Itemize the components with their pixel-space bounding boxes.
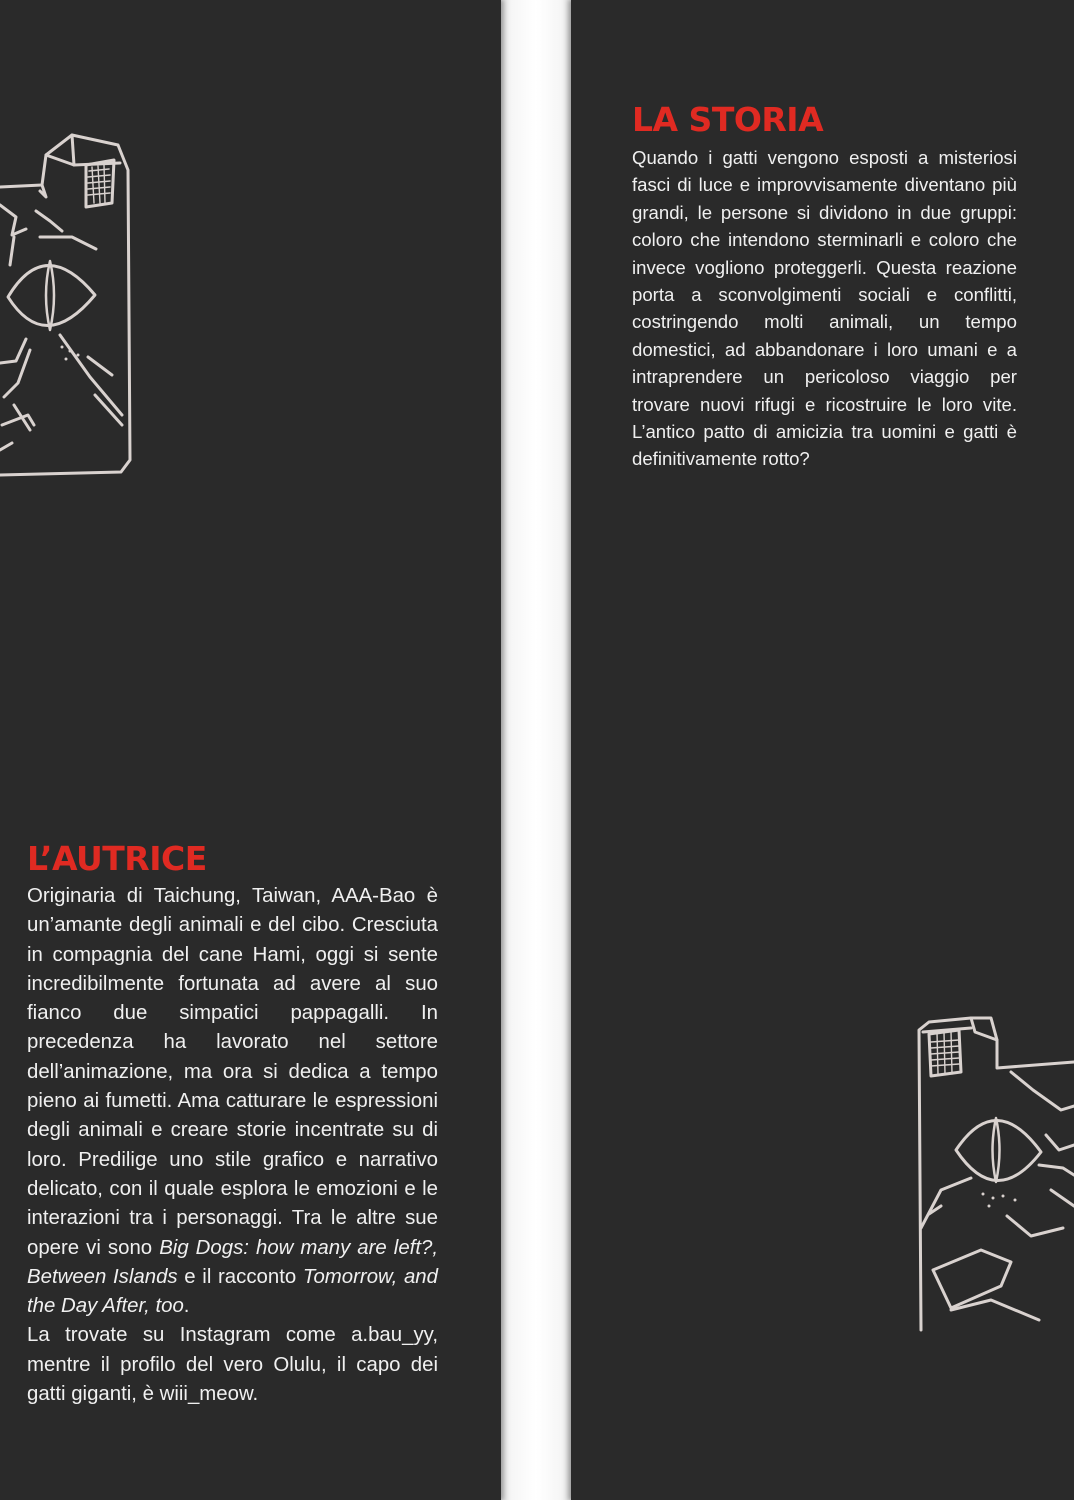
author-bio-connector: e il racconto	[177, 1265, 303, 1288]
author-bio-period: .	[183, 1295, 190, 1318]
author-instagram-text: La trovate su Instagram come a.bau_yy, mentre il profilo del vero Olulu, il capo dei gatti giganti, è wiii_meow.	[27, 1324, 438, 1406]
page-gutter	[501, 0, 571, 1500]
work-title-big-dogs: Big Dogs: how many are left?	[159, 1236, 433, 1259]
story-heading: LA STORIA	[632, 100, 824, 139]
work-title-between-islands: Between Islands	[27, 1265, 178, 1288]
author-heading: L’AUTRICE	[27, 839, 207, 878]
author-bio-text: Originaria di Taichung, Taiwan, AAA-Bao è un’amante degli animali e del cibo. Cresciuta in compagnia del cane Hami, oggi si sente incredibilmente fortunata ad avere al suo fianco due simpatici pappagalli. In precedenza ha lavorato nel settore dell’animazione, ma ora si dedica a tempo pieno ai fumetti. Ama catturare le espressioni degli animali e creare storie incentrate su di loro. Predilige uno stile grafico e narrativo delicato, con il quale esplora le emozioni e le interazioni tra i personaggi. Tra le altre sue opere vi sono	[27, 885, 438, 1259]
cat-tower-sketch-left	[0, 125, 140, 485]
title-separator: ,	[432, 1236, 439, 1259]
author-bio	[27, 882, 438, 1409]
story-synopsis: Quando i gatti vengono esposti a misteriosi fasci di luce e improvvisamente diventano più grandi, le persone si dividono in due gruppi: coloro che intendono sterminarli e coloro che invece vogliono proteggerli. Questa reazione porta a sconvolgimenti sociali e conflitti, costringendo molti animali, un tempo domestici, ad abbandonare i loro umani e a intraprendere un pericoloso viaggio per trovare nuovi rifugi e ricostruire le loro vite. L’antico patto di amicizia tra uomini e gatti è definitivamente rotto?	[632, 147, 1017, 470]
cat-tower-sketch-right	[911, 1010, 1074, 1340]
work-title-tomorrow: Tomorrow, and the Day After, too	[27, 1265, 438, 1318]
left-page	[0, 0, 501, 1500]
right-page	[571, 0, 1074, 1500]
